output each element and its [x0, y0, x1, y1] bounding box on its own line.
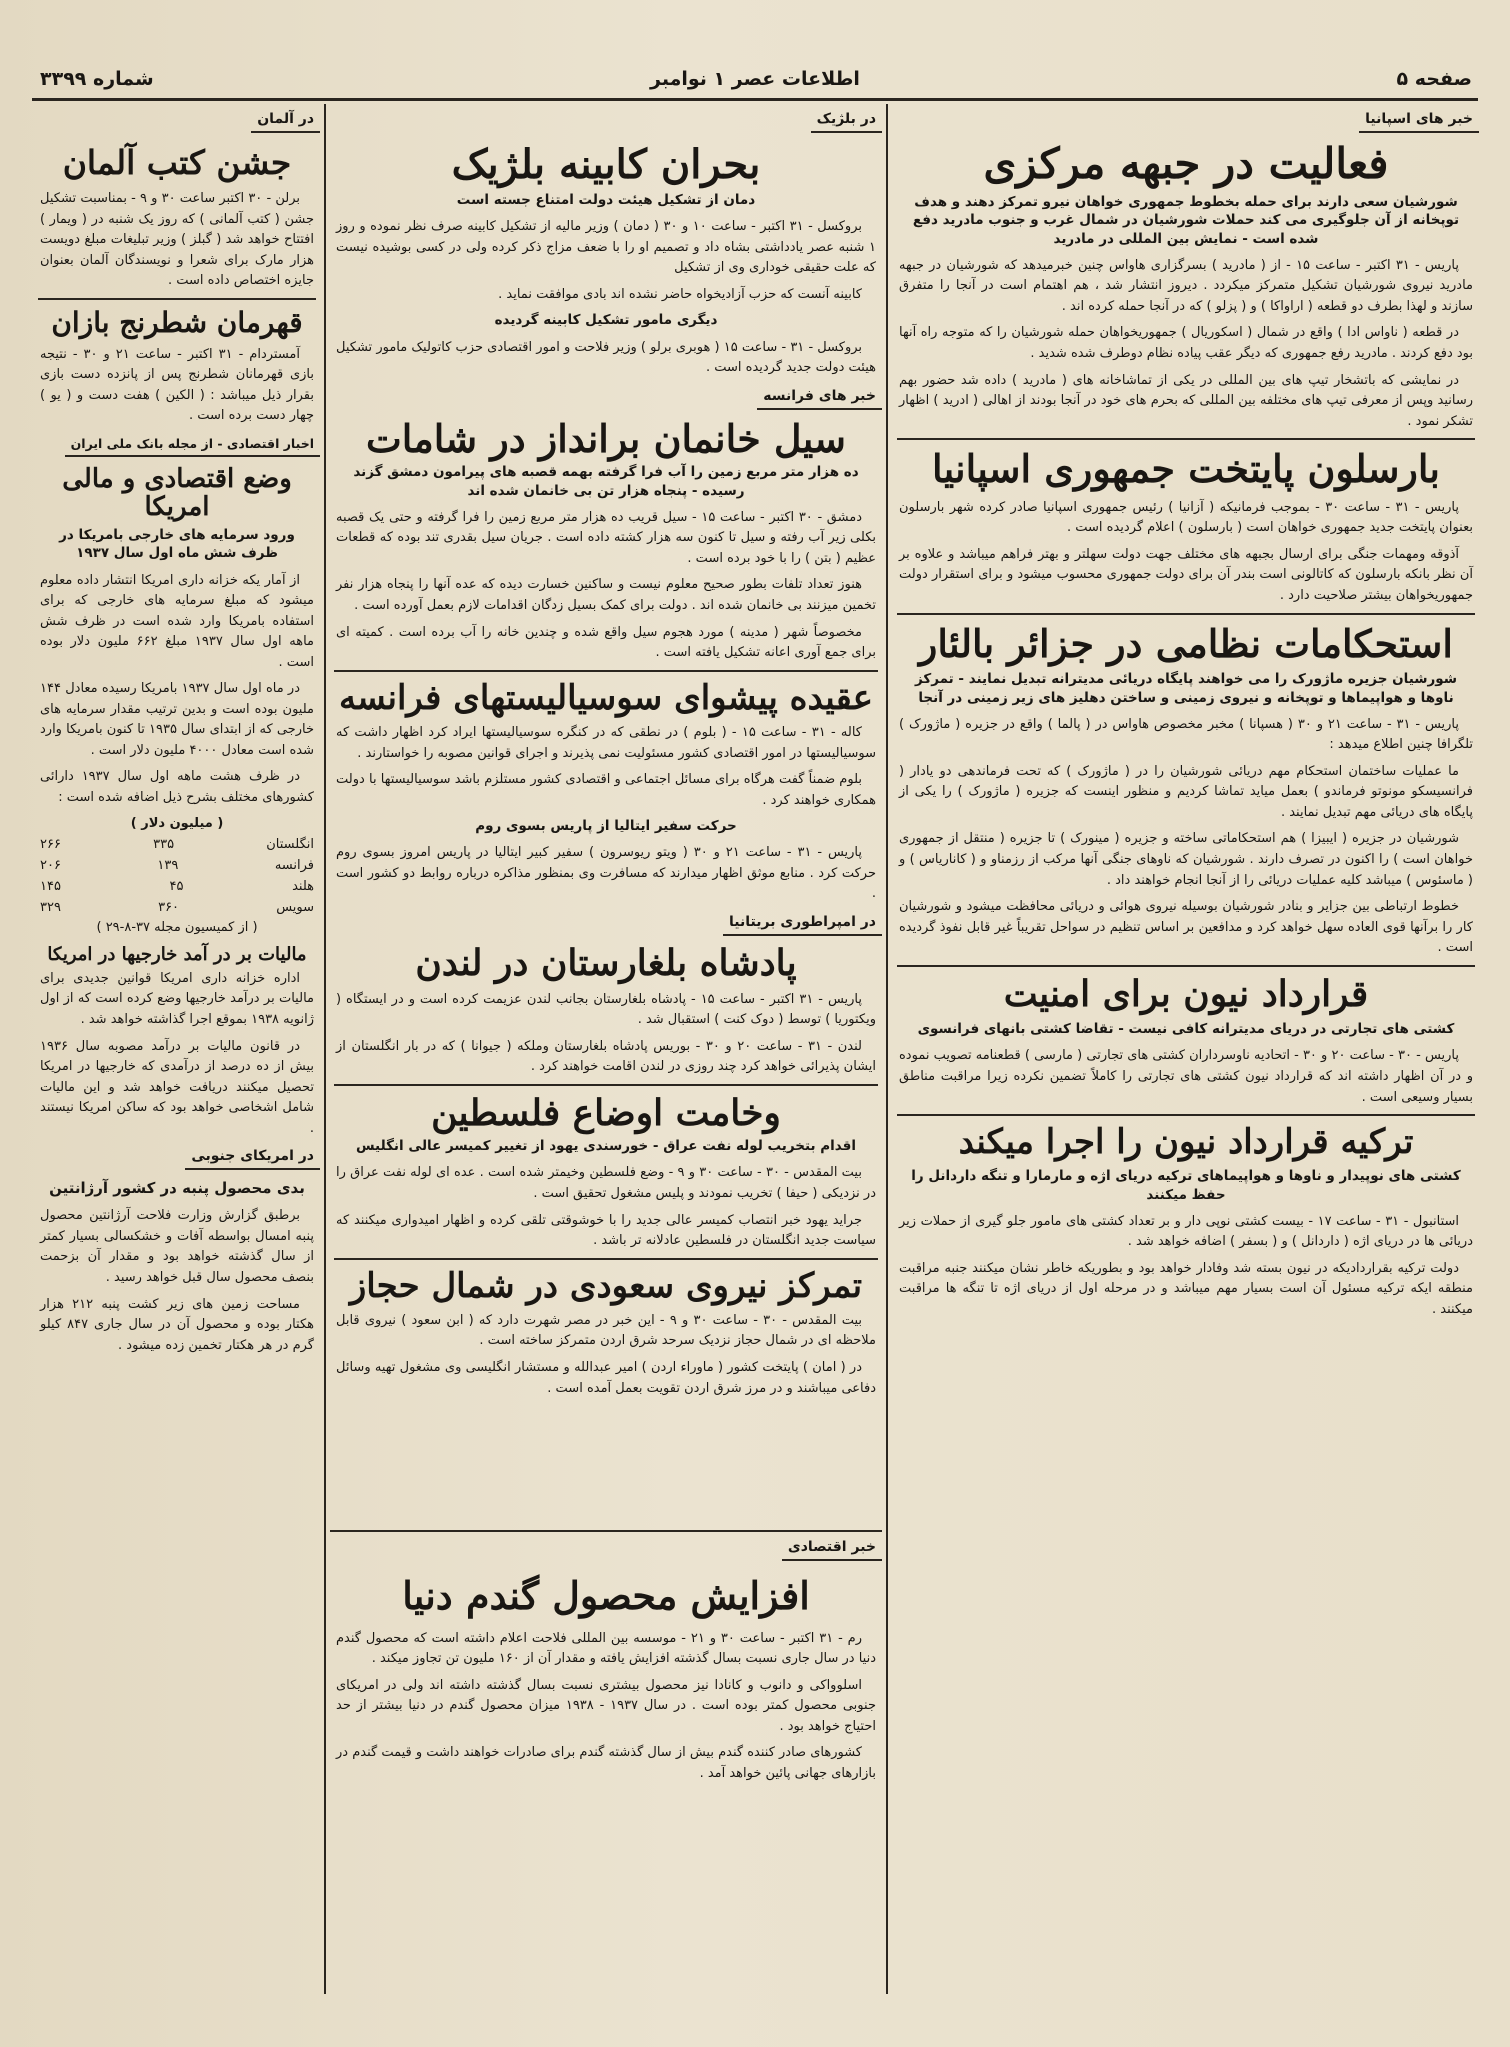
- stats-value: ۴۵: [169, 878, 184, 894]
- divider: [897, 1114, 1475, 1116]
- divider: [38, 298, 316, 300]
- headline-barcelona: بارسلون پایتخت جمهوری اسپانیا: [932, 446, 1440, 492]
- subhead-nyon: کشتی های تجارتی در دریای مدیترانه کافی نیست - تقاضا کشتی بانهای فرانسوی: [917, 1021, 1455, 1038]
- article-paragraph: بروکسل - ۳۱ اکتبر - ساعت ۱۰ و ۳۰ ( دمان ) وزیر مالیه از تشکیل کابینه صرف نظر نموده و روز ۱ شنبه عصر یادداشتی بشاه داد و تصمیم او را با ضعف مزاج ذکر کرده ولی در کسی بوشیده نیست که علت حقیقی خوداری وی از تشکیل: [336, 219, 876, 276]
- stats-value: ۱۴۵: [40, 878, 61, 894]
- stats-row: [40, 877, 314, 898]
- article-paragraph: خطوط ارتباطی بین جزایر و بنادر شورشیان بوسیله نیروی هوائی و دریائی محافظت میشود و شورشیان کار را برآنها قوی العاده سهل خواهد کرد و مدافعین بر اساس تنظیم در سواحل تقریباً غیر قابل نفوذ گردیده است .: [899, 899, 1473, 956]
- page-number: صفحه ۵: [1396, 68, 1472, 90]
- subhead-balearic: شورشیان جزیره ماژورک را می خواهند پایگاه دریائی مدیترانه تبدیل نمایند - تمرکز ناوها و هواپیماها و توپخانه و نیروی زمینی و ساختن دهلیز های زیر زمینی در آنجا: [914, 671, 1458, 706]
- article-paragraph: در نمایشی که باتشخار تیپ های بین المللی در یکی از تماشاخانه های ( مادرید ) داده شد حضور بهم رسانید وپس از معرفی تیپ های مختلفه بین المللی که بحرم های خود در آنجا بودند از اهالی ( ادرید ) اظهار تشکر نمود .: [899, 372, 1473, 429]
- article-paragraph: جراید یهود خبر انتصاب کمیسر عالی جدید را با خوشوقتی تلقی کرده و اظهار امیدواری میکنند که سیاست جدید انگلستان در فلسطین عادلانه تر باشد .: [336, 1212, 876, 1249]
- section-label-belgium: در بلژیک: [811, 109, 882, 133]
- headline-us-tax: مالیات بر در آمد خارجیها در امریکا: [47, 944, 307, 966]
- headline-wheat: افزایش محصول گندم دنیا: [402, 1573, 810, 1618]
- stats-row: [40, 898, 314, 919]
- headline-flood: سیل خانمان برانداز در شامات: [365, 415, 847, 461]
- divider: [334, 1084, 878, 1086]
- bottom-article: [330, 1536, 882, 1991]
- stats-row: [40, 856, 314, 877]
- stats-country: هلند: [292, 878, 314, 894]
- article-paragraph: پاریس - ۳۱ اکتبر - ساعت ۱۵ - پادشاه بلغارستان بجانب لندن عزیمت کرده است و در ایستگاه ( ویکتوریا ) توسط ( دوک کنت ) استقبال شد .: [336, 991, 876, 1028]
- masthead-rule: [32, 98, 1478, 101]
- section-label-economy: خبر اقتصادی: [782, 1537, 882, 1561]
- article-paragraph: پاریس - ۳۱ اکتبر - ساعت ۱۵ - از ( مادرید ) بسرگزاری هاواس چنین خبرمیدهد که شورشیان در جبهه مادرید نیروی شورشیان تشکیل متمرکز میکردد . دیروز انتشار شد ، هم اهتمام است در آنجا را متفرق سازند و لهذا بطرف دو قطعه ( اراواکا ) و ( پزلو ) که در آنجا حمله کرده اند .: [899, 257, 1473, 314]
- divider: [330, 1530, 882, 1532]
- article-paragraph: استانبول - ۳۱ - ساعت ۱۷ - بیست کشتی نوپی دار و بر تعداد کشتی های مامور جلو گیری از حملات زیر دریائی ها در دریای اژه ( داردانل ) و ( بسفر ) اضافه خواهد شد .: [899, 1213, 1473, 1250]
- stats-country: انگلستان: [266, 837, 314, 853]
- headline-nyon: قرارداد نیون برای امنیت: [1003, 972, 1369, 1015]
- article-paragraph: دولت ترکیه بقراردادیکه در نیون بسته شد وفادار خواهد بود و بطوریکه خاطر نشان میکنند جنبه مراقبت منطقه ایکه ترکیه مسئول آن است بسیار مهم میباشد و در مرحله اول از دریای اژه تا تنگه ها مراقبت میکنند .: [899, 1260, 1473, 1317]
- article-paragraph: اسلوواکی و دانوب و کانادا نیز محصول بیشتری نسبت بسال گذشته داشته اند ولی در امریکای جنوبی محصول کمتر بوده است . در سال ۱۹۳۷ - ۱۹۳۸ میزان محصول گندم در دنیا بیشتر از حد احتیاج خواهد بود .: [336, 1677, 876, 1734]
- stats-unit: ( میلیون دلار ): [130, 816, 224, 832]
- subhead-belgium: دمان از تشکیل هیئت دولت امتناع جسته است: [456, 192, 756, 208]
- article-paragraph: مخصوصاً شهر ( مدینه ) مورد هجوم سیل واقع شده و چندین خانه را آب برده است . کمیته ای برای جمع آوری اعانه تشکیل یافته است .: [336, 624, 876, 661]
- headline-palestine: وخامت اوضاع فلسطین: [431, 1091, 781, 1134]
- subhead-belgium-2: دیگری مامور تشکیل کابینه گردیده: [494, 312, 718, 329]
- article-paragraph: اداره خزانه داری امریکا قوانین جدیدی برای مالیات بر درآمد خارجیها وضع کرده است که از اول ژانویه ۱۹۳۸ بموقع اجرا گذاشته خواهد شد .: [40, 970, 314, 1027]
- stats-value: ۲۰۶: [40, 857, 61, 873]
- section-label-germany: در آلمان: [251, 109, 320, 133]
- headline-bulgaria: پادشاه بلغارستان در لندن: [415, 941, 797, 984]
- section-label-britain: در امپراطوری بریتانیا: [723, 912, 882, 936]
- stats-value: ۱۳۹: [157, 857, 179, 873]
- subhead-italy-ambassador: حرکت سفیر ایتالیا از پاریس بسوی روم: [475, 818, 737, 835]
- article-paragraph: پاریس - ۳۱ - ساعت ۳۰ - بموجب فرمانیکه ( آزانیا ) رئیس جمهوری اسپانیا صادر کرده شهر بارسلون بعنوان پایتخت جدید جمهوری خواهان است ( بارسلون ) اعلام گردیده است .: [899, 499, 1473, 536]
- article-paragraph: در قطعه ( ناواس ادا ) واقع در شمال ( اسکوریال ) جمهوریخواهان حمله شورشیان را که متوجه راه آنها بود دفع کردند . مادرید رفع جمهوری که دیگر عقب پیاده نظام دوطرف شده شدید .: [899, 325, 1473, 361]
- article-paragraph: پاریس - ۳۱ - ساعت ۲۱ و ۳۰ ( ویتو ریوسرون ) سفیر کبیر ایتالیا در پاریس امروز بسوی روم حرکت کرد . منابع موثق اظهار میدارند که مسافرت وی بمنظور مذاکره درباره روابط دو کشور است .: [336, 845, 876, 902]
- stats-table: [40, 814, 314, 939]
- article-paragraph: بیت المقدس - ۳۰ - ساعت ۳۰ و ۹ - این خبر در مصر شهرت دارد که ( ابن سعود ) نیروی قابل ملاحظه ای در شمال حجاز نزدیک سرحد شرق اردن متمرکز ساخته است .: [336, 1312, 876, 1349]
- headline-chess: قهرمان شطرنج بازان: [51, 305, 303, 339]
- issue-number: شماره ۳۳۹۹: [40, 68, 154, 90]
- article-paragraph: مساحت زمین های زیر کشت پنبه ۲۱۲ هزار هکتار بوده و محصول آن در سال جاری ۸۴۷ کیلو گرم در هر هکتار تخمین زده میشود .: [40, 1296, 315, 1353]
- subhead-palestine: اقدام بتخریب لوله نفت عراق - خورسندی یهود از تغییر کمیسر عالی انگلیس: [355, 1138, 857, 1155]
- subhead-central-front: شورشیان سعی دارند برای حمله بخطوط جمهوری خواهان نیرو تمرکز دهند و هدف توپخانه از آن جلوگیری می کند حملات شورشیان در شمال غرب و جنوب مادرید دفع شده است - نمایش بین المللی در مادرید: [912, 194, 1460, 247]
- headline-german-books: جشن کتب آلمان: [62, 143, 292, 182]
- divider: [334, 1258, 878, 1260]
- column-rule-right: [886, 104, 888, 1994]
- article-paragraph: ما عملیات ساختمان استحکام مهم دریائی شورشیان را در ( ماژورک ) که تحت فرماندهی دو یادار ( فرانسیسکو مونوتو فرماندو ) بعمل میاید تماشا کردیم و منظور اینست که جزیره ( ماژورک ) را یکی از پایگاه های دریائی مهم تبدیل نمایند .: [899, 763, 1473, 820]
- article-paragraph: از آمار یکه خزانه داری امریکا انتشار داده معلوم میشود که مبلغ سرمایه های خارجی که برای استفاده بامریکا وارد شده است در ظرف شش ماهه اول سال ۱۹۳۷ مبلغ ۶۶۲ ملیون دلار بوده است .: [40, 572, 315, 670]
- stats-value: ۳۶۰: [158, 899, 180, 915]
- stats-value: ۳۳۵: [153, 837, 175, 853]
- article-paragraph: بیت المقدس - ۳۰ - ساعت ۳۰ و ۹ - وضع فلسطین وخیمتر شده است . عده ای لوله نفت عراق را در نزدیکی ( حیفا ) تخریب نمودند و پلیس مشغول تحقیق است .: [336, 1165, 876, 1201]
- article-paragraph: بروکسل - ۳۱ - ساعت ۱۵ ( هوبری برلو ) وزیر فلاحت و امور اقتصادی حزب کاتولیک مامور تشکیل هیئت دولت جدید گردیده است .: [336, 339, 876, 376]
- article-paragraph: پاریس - ۳۰ - ساعت ۲۰ و ۳۰ - اتحادیه ناوسرداران کشتی های تجارتی ( مارسی ) قطعنامه تصویب نموده و در آن اظهار داشته اند که قرارداد نیون کشتی های تجارتی را کاملاً تضمین نکرده زیرا مراقبت مناطق بسیار وسیعی است .: [899, 1048, 1473, 1105]
- subhead-turkey: کشتی های نوپیدار و ناوها و هواپیماهای ترکیه دریای اژه و مارمارا و تنگه داردانل را حفظ میکنند: [911, 1168, 1461, 1203]
- divider: [897, 438, 1475, 440]
- stats-row: [40, 835, 314, 856]
- article-paragraph: کاله - ۳۱ - ساعت ۱۵ - ( بلوم ) در نطقی که در کنگره سوسیالیستها ایراد کرد اظهار داشت که سوسیالیستها در امور اقتصادی کشور مسئولیت نمی پذیرند و اجرای قوانین مصوبه را خواستارند .: [336, 724, 876, 761]
- divider: [897, 613, 1475, 615]
- article-paragraph: برطبق گزارش وزارت فلاحت آرژانتین محصول پنبه امسال بواسطه آفات و خشکسالی بسیار کمتر از سال گذشته خواهد بود و مقدار آن بزحمت بنصف محصول سال قبل خواهد رسید .: [40, 1208, 314, 1286]
- stats-source: ( از کمیسیون مجله ۳۷-۸-۲۹ ): [96, 920, 258, 936]
- left-column: [34, 108, 320, 1988]
- article-paragraph: آمستردام - ۳۱ اکتبر - ساعت ۲۱ و ۳۰ - نتیجه بازی قهرمانان شطرنج پس از پانزده دست بازی بقرار ذیل میباشد : ( الکین ) هفت دست و ( یو ) چهار دست برده است .: [40, 346, 314, 424]
- middle-column: [330, 108, 882, 1528]
- stats-country: سویس: [276, 899, 314, 915]
- article-paragraph: برلن - ۳۰ اکتبر ساعت ۳۰ و ۹ - بمناسبت تشکیل جشن ( کتب آلمانی ) که روز یک شنبه در ( ویمار ) افتتاح خواهد شد ( گبلز ) وزیر تبلیغات مبلغ دویست هزار مارک برای شعرا و نویسندگان آلمان بعنوان جایزه اختصاص داده است .: [40, 191, 314, 289]
- article-paragraph: کشورهای صادر کننده گندم بیش از سال گذشته گندم برای صادرات خواهند داشت و قیمت گندم در بازارهای جهانی پائین خواهد آمد .: [336, 1745, 876, 1781]
- masthead-title: اطلاعات عصر ۱ نوامبر: [650, 68, 860, 90]
- article-paragraph: رم - ۳۱ اکتبر - ساعت ۳۰ و ۲۱ - موسسه بین المللی فلاحت اعلام داشته است که محصول گندم دنیا در سال جاری نسبت بسال گذشته افزایش یافته و مقدار آن از ۱۶۰ ملیون تن تجاوز میکند .: [336, 1630, 876, 1667]
- article-paragraph: بلوم ضمناً گفت هرگاه برای مسائل اجتماعی و اقتصادی کشور مستلزم باشد سوسیالیستها با دولت همکاری خواهند کرد .: [336, 772, 876, 808]
- column-rule-left: [324, 104, 326, 1994]
- headline-socialists: عقیده پیشوای سوسیالیستهای فرانسه: [338, 677, 874, 718]
- article-paragraph: لندن - ۳۱ - ساعت ۲۰ و ۳۰ - بوریس پادشاه بلغارستان وملکه ( جیوانا ) که در بار انگلستان از ایشان پذیرائی خواهد کرد چند روزی در لندن اقامت خواهند کرد .: [336, 1038, 876, 1075]
- article-paragraph: آذوقه ومهمات جنگی برای ارسال بجبهه های مختلف جهت دولت سهلتر و بهتر فراهم میباشد و علاوه بر آن نظر بانکه بارسلون که کاتالونی است بندر آن برای دولت جمهوری محسوب میشود و برای استقرار دولت جمهوریخواهان بیشتر صلاحیت دارد .: [899, 546, 1473, 604]
- headline-balearic: استحکامات نظامی در جزائر بالئار: [919, 620, 1453, 666]
- article-paragraph: در ماه اول سال ۱۹۳۷ بامریکا رسیده معادل ۱۴۴ ملیون بوده است و بدین ترتیب مقدار سرمایه های خارجی که از ابتدای سال ۱۹۳۵ تا کنون بامریکا وارد شده است معادل ۴۰۰۰ ملیون دلار است .: [40, 681, 314, 758]
- headline-central-front: فعالیت در جبهه مرکزی: [983, 139, 1389, 188]
- subhead-flood: ده هزار متر مربع زمین را آب فرا گرفته بهمه قصبه های پیرامون دمشق گزند رسیده - پنجاه هزار تن بی خانمان شده اند: [353, 464, 859, 499]
- article-paragraph: کابینه آنست که حزب آزادیخواه حاضر نشده اند بادی موافقت نماید .: [498, 286, 862, 302]
- article-paragraph: در ظرف هشت ماهه اول سال ۱۹۳۷ دارائی کشورهای مختلف بشرح ذیل اضافه شده است :: [40, 769, 314, 805]
- article-paragraph: هنوز تعداد تلفات بطور صحیح معلوم نیست و ساکنین خسارت دیده که عده آنها را پنجاه هزار نفر تخمین میزنند بی خانمان شده اند . دولت برای کمک بسیل زدگان اقدامات لازم بعمل آورده است .: [336, 577, 876, 613]
- article-paragraph: در قانون مالیات بر درآمد مصوبه سال ۱۹۳۶ بیش از ده درصد از درآمدی که خارجیها در امریکا تحصیل میکنند دریافت خواهد شد و این مالیات شامل اشخاصی خواهد بود که ساکن امریکا نیستند .: [40, 1038, 314, 1136]
- article-paragraph: پاریس - ۳۱ - ساعت ۲۱ و ۳۰ ( هسپانا ) مخبر مخصوص هاواس در ( پالما ) واقع در جزیره ( ماژورک ) تلگرافا چنین اطلاع میدهد :: [899, 716, 1473, 753]
- divider: [334, 670, 878, 672]
- section-label-spain: خبر های اسپانیا: [1359, 109, 1479, 133]
- headline-us-economy: وضع اقتصادی و مالی امریکا: [62, 463, 292, 523]
- headline-belgium: بحران کابینه بلژیک: [451, 141, 761, 188]
- stats-value: ۲۶۶: [40, 837, 61, 853]
- section-label-south-america: در امریکای جنوبی: [185, 1146, 320, 1170]
- article-paragraph: شورشیان در جزیره ( ایبیزا ) هم استحکاماتی ساخته و جزیره ( مینورک ) تا جزیره ( منتقل از جمهوری خواهان است ) را اکنون در تصرف دارند . شورشیان که ناوهای جنگی آنها مرکب از رزمناو و ( کاناریاس ) و ( ماسئوس ) میباشد کلیه عملیات دریائی را از آنجا انجام خواهند داد .: [899, 831, 1473, 888]
- divider: [897, 965, 1475, 967]
- right-column: [893, 108, 1479, 1988]
- article-paragraph: دمشق - ۳۰ اکتبر - ساعت ۱۵ - سیل قریب ده هزار متر مربع زمین را فرا گرفته و حتی یک قصبه بکلی زیر آب رفته و سیل تا کنون سه هزار کشته داده است . جریان سیل بقدری تند بوده که قطعات عظیم ( بتن ) را با خود برده است .: [336, 509, 876, 566]
- headline-saudi: تمرکز نیروی سعودی در شمال حجاز: [349, 1265, 863, 1306]
- stats-country: فرانسه: [274, 857, 314, 873]
- subhead-us-capital: ورود سرمایه های خارجی بامریکا در ظرف شش ماه اول سال ۱۹۳۷: [59, 527, 295, 562]
- headline-turkey: ترکیه قرارداد نیون را اجرا میکند: [958, 1122, 1414, 1163]
- section-label-france: خبر های فرانسه: [757, 386, 882, 410]
- article-paragraph: در ( امان ) پایتخت کشور ( ماوراء اردن ) امیر عبدالله و مستشار انگلیسی وی مشغول تهیه وسائل دفاعی میباشند و در مرز شرق اردن تقویت بعمل آمده است .: [336, 1360, 876, 1396]
- headline-argentina: بدی محصول پنبه در کشور آرژانتین: [49, 1179, 305, 1198]
- stats-value: ۳۲۹: [40, 899, 61, 915]
- section-label-economic-news: اخبار اقتصادی - از مجله بانک ملی ایران: [65, 434, 320, 457]
